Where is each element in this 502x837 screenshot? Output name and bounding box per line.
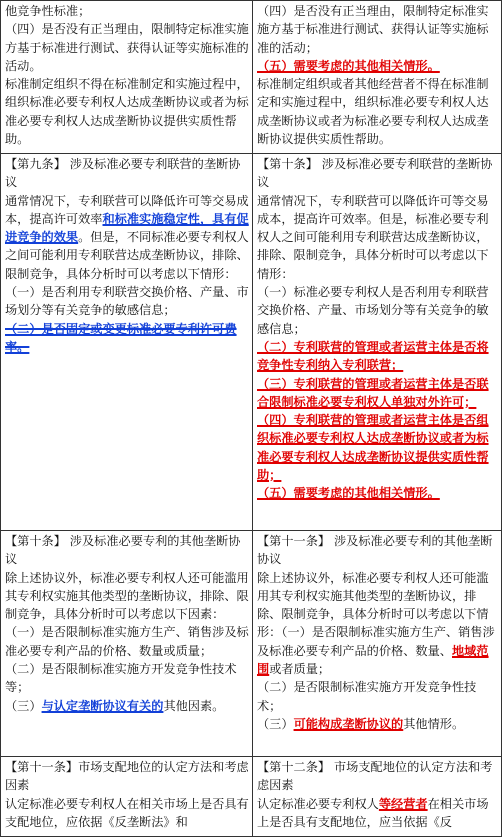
deleted-text-highlight: 与认定垄断协议有关的 — [41, 698, 164, 713]
text-paragraph: 认定标准必要专利权人在相关市场上是否具有支配地位，应依据《反垄断法》和 — [5, 796, 249, 829]
text-paragraph: （一）是否限制标准实施方生产、销售涉及标准必要专利产品的价格、数量或质量； — [5, 625, 249, 658]
text-span: 其他因素。 — [163, 698, 225, 713]
text-paragraph: （二）是否限制标准实施方开发竞争性技术等； — [5, 662, 237, 695]
deleted-text-highlight: 和标准实施稳定性，具有促进竞争的效果 — [5, 211, 249, 245]
table-cell-right — [253, 531, 502, 757]
text-span: 。但是，不同标准必要专利权人之间可能利用专利联营达成垄断协议，排除、限制竞争，具体分析时可以考虑以下情形： — [5, 230, 249, 281]
article-heading: 【第十一条】市场支配地位的认定方法和考虑因素 — [5, 760, 249, 793]
text-span: 或者质量； — [269, 662, 331, 677]
text-span: （三） — [5, 698, 42, 713]
text-paragraph — [257, 795, 498, 832]
text-span: 其他情形。 — [403, 716, 465, 731]
table-cell-left — [1, 757, 253, 837]
text-paragraph — [257, 375, 498, 412]
text-paragraph — [257, 411, 498, 484]
table-row — [1, 154, 502, 531]
article-heading: 【第十条】 涉及标准必要专利的其他垄断协议 — [5, 534, 241, 567]
deleted-text-highlight: （二）是否固定或变更标准必要专利许可费率。 — [5, 321, 237, 354]
added-text-highlight: 可能构成垄断协议的 — [293, 716, 404, 731]
table-cell-right — [253, 154, 502, 531]
text-paragraph: （二）是否限制标准实施方开发竞争性技术； — [257, 680, 477, 713]
text-paragraph: 标准制定组织或者其他经营者不得在标准制定和实施过程中，组织标准必要专利权人达成垄断协议或者为标准必要专利权人达成垄断协议提供实质性帮助。 — [257, 77, 489, 147]
added-text-highlight: （三）专利联营的管理或者运营主体是否联合限制标准必要专利权人单独对外许可； — [257, 376, 489, 409]
text-paragraph: （四）是否没有正当理由，限制特定标准实施方基于标准进行测试、获得认证等实施标准的活动； — [257, 4, 489, 55]
text-paragraph: 除上述协议外，标准必要专利权人还可能滥用其专利权实施其他类型的垄断协议，排除、限制竞争，具体分析时可以考虑以下因素： — [5, 570, 249, 622]
table-cell-right — [253, 757, 502, 837]
text-paragraph — [5, 320, 249, 357]
table-row — [1, 757, 502, 837]
text-paragraph — [257, 569, 498, 679]
text-span: 在相关市场上是否具有支配地位，应当依据《反 — [257, 796, 489, 829]
table-cell-right — [253, 1, 502, 154]
text-paragraph: （一）是否利用专利联营交换价格、产量、市场划分等有关竞争的敏感信息； — [5, 285, 249, 318]
table-cell-left — [1, 531, 253, 757]
article-heading: 【第九条】 涉及标准必要专利联营的垄断协议 — [5, 157, 241, 190]
text-paragraph — [5, 192, 249, 283]
table-cell-left — [1, 154, 253, 531]
text-span: （三） — [257, 716, 294, 731]
text-paragraph: 他竞争性标准； — [5, 4, 91, 18]
added-text-highlight: （五）需要考虑的其他相关情形。 — [257, 486, 440, 501]
text-paragraph: （一）标准必要专利权人是否利用专利联营交换价格、产量、市场划分等有关竞争的敏感信息； — [257, 285, 489, 336]
text-paragraph — [5, 697, 249, 715]
text-paragraph: 标准制定组织不得在标准制定和实施过程中，组织标准必要专利权人达成垄断协议或者为标准必要专利权人达成垄断协议提供实质性帮助。 — [5, 77, 249, 147]
text-span: 认定标准必要专利权人 — [257, 796, 379, 811]
added-text-highlight: 地域范围 — [257, 643, 489, 677]
table-row — [1, 1, 502, 154]
article-heading: 【第十二条】 市场支配地位的认定方法和考虑因素 — [257, 760, 493, 793]
added-text-highlight: （四）专利联营的管理或者运营主体是否组织标准必要专利权人达成垄断协议或者为标准必要专利权人达成垄断协议提供实质性帮助； — [257, 413, 489, 483]
text-paragraph — [257, 484, 498, 502]
text-span: 除上述协议外，标准必要专利权人还可能滥用其专利权实施其他类型的垄断协议，排除、限制竞争，具体分析时可以考虑以下情形：（一）是否限制标准实施方生产、销售涉及标准必要专利产品的价格、数量、 — [257, 570, 495, 658]
text-paragraph — [257, 338, 498, 375]
text-paragraph — [257, 715, 498, 733]
text-paragraph — [257, 57, 498, 75]
article-heading: 【第十条】 涉及标准必要专利联营的垄断协议 — [257, 157, 493, 190]
table-row — [1, 531, 502, 757]
text-span: 通常情况下，专利联营可以降低许可等交易成本，提高许可效率 — [5, 193, 249, 226]
added-text-highlight: （五）需要考虑的其他相关情形。 — [257, 58, 440, 73]
table-cell-left — [1, 1, 253, 154]
article-heading: 【第十一条】 涉及标准必要专利的其他垄断协议 — [257, 534, 493, 567]
text-paragraph: （四）是否没有正当理由，限制特定标准实施方基于标准进行测试、获得认证等实施标准的活动。 — [5, 22, 249, 73]
text-paragraph: 通常情况下，专利联营可以降低许可等交易成本，提高许可效率。但是，标准必要专利权人之间可能利用专利联营达成垄断协议，排除、限制竞争，具体分析时可以考虑以下情形： — [257, 193, 489, 281]
added-text-highlight: （二）专利联营的管理或者运营主体是否将竞争性专利纳入专利联营； — [257, 339, 489, 373]
added-text-highlight: 等经营者 — [378, 796, 428, 811]
